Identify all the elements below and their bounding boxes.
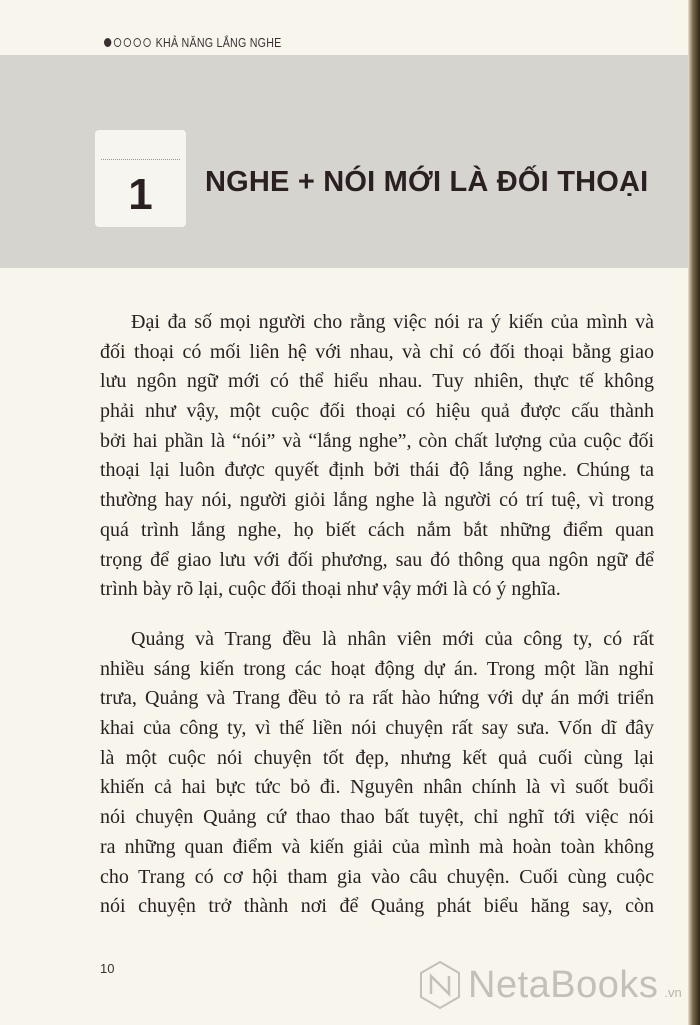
text-line: quá trình lắng nghe, họ biết cách nắm bắt những điểm quan: [100, 518, 654, 541]
text-line: trưa, Quảng và Trang đều tỏ ra rất hào hứng với dự án mới triển: [100, 687, 654, 710]
text-line: nhiều sáng kiến trong các hoạt động dự án. Trong một lần nghỉ: [100, 657, 654, 680]
watermark-tld: .vn: [664, 984, 682, 1000]
chapter-number: 1: [128, 170, 153, 219]
text-line: trình bày rõ lại, cuộc đối thoại như vậy mới là có ý nghĩa.: [100, 578, 561, 601]
chapter-title: NGHE + NÓI MỚI LÀ ĐỐI THOẠI: [205, 166, 649, 198]
text-line: là một cuộc nói chuyện tốt đẹp, nhưng kết quả cuối cùng lại: [100, 746, 654, 769]
text-line: lưu ngôn ngữ mới có thể hiểu nhau. Tuy nhiên, thực tế không: [100, 370, 654, 393]
text-line: Quảng và Trang đều là nhân viên mới của công ty, có rất: [131, 628, 654, 650]
paragraph-1: [100, 308, 654, 605]
netabooks-logo-icon: [418, 960, 462, 1010]
chapter-number-box: [95, 130, 186, 227]
text-line: thoại lại luôn được quyết định bởi thái độ lắng nghe. Chúng ta: [100, 459, 654, 482]
running-header: [104, 35, 282, 50]
progress-dots: [104, 38, 151, 47]
watermark-brand: NetaBooks: [468, 963, 659, 1006]
running-header-text: KHẢ NĂNG LẮNG NGHE: [155, 35, 282, 50]
text-line: Đại đa số mọi người cho rằng việc nói ra ý kiến của mình và: [131, 311, 654, 333]
dotted-divider: [101, 159, 180, 160]
empty-dot-icon: [143, 38, 150, 47]
text-line: nói chuyện trở thành nơi để Quảng phát biểu hăng say, còn: [100, 895, 654, 918]
text-line: thường hay nói, người giỏi lắng nghe là người có trí tuệ, vì trong: [100, 489, 654, 512]
page-number: 10: [100, 961, 115, 976]
empty-dot-icon: [134, 38, 141, 47]
text-line: đối thoại có mối liên hệ với nhau, và chỉ có đối thoại bằng giao: [100, 340, 654, 363]
filled-dot-icon: [104, 38, 111, 47]
text-line: khiến cả hai bực tức bỏ đi. Nguyên nhân chính là vì suốt buổi: [100, 776, 654, 799]
watermark: [418, 960, 682, 1010]
paragraph-2: [100, 625, 654, 922]
book-binding-edge: [688, 0, 700, 1025]
text-line: khai của công ty, vì thế liền nói chuyện rất say sưa. Vốn dĩ đây: [100, 717, 654, 740]
empty-dot-icon: [124, 38, 131, 47]
text-line: bởi hai phần là “nói” và “lắng nghe”, còn chất lượng của cuộc đối: [100, 429, 654, 452]
text-line: phải như vậy, một cuộc đối thoại có hiệu quả được cấu thành: [100, 400, 654, 423]
text-line: trọng để giao lưu với đối phương, sau đó thông qua ngôn ngữ để: [100, 548, 654, 571]
empty-dot-icon: [114, 38, 121, 47]
text-line: cho Trang có cơ hội tham gia vào câu chuyện. Cuối cùng cuộc: [100, 865, 654, 888]
text-line: ra những quan điểm và kiến giải của mình mà hoàn toàn không: [100, 835, 654, 858]
text-line: nói chuyện Quảng cứ thao thao bất tuyệt, chỉ nghĩ tới việc nói: [100, 806, 654, 829]
